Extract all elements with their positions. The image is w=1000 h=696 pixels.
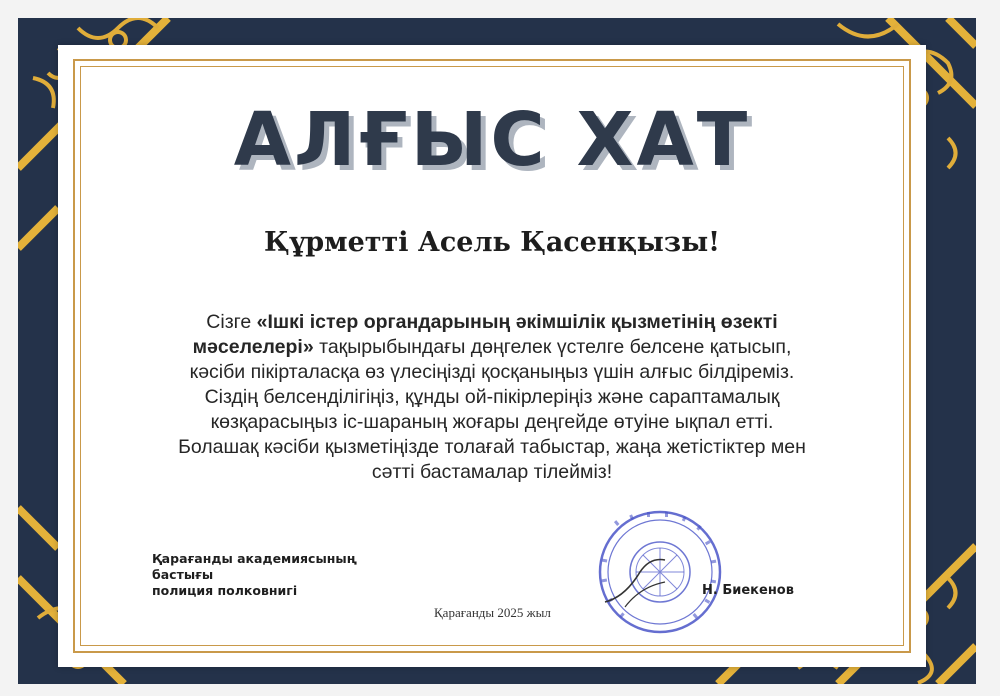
greeting: Құрметті Асель Қасенқызы!	[264, 227, 720, 258]
body-line-4: Сіздің белсенділігіңіз, құнды ой-пікірлеріңіз және сараптамалық	[204, 386, 780, 408]
body-line-7: сәтті бастамалар тілейміз!	[371, 461, 613, 483]
signatory-name: Н. Биекенов	[702, 583, 794, 598]
body-text	[138, 310, 846, 485]
body-line-5: көзқарасыңыз іс-шараның жоғары деңгейде өтуіне ықпал етті.	[210, 411, 774, 433]
place-date: Қарағанды 2025 жыл	[434, 605, 551, 620]
body-text-part: Сізге	[206, 311, 257, 333]
body-line-3: кәсіби пікірталасқа өз үлесіңізді қосқаныңыз үшін алғыс білдіреміз.	[189, 361, 795, 383]
body-line-2	[138, 335, 846, 360]
position-line-3: полиция полковнигі	[152, 583, 298, 598]
certificate-sheet	[58, 45, 926, 667]
body-line-6: Болашақ кәсіби қызметіңізде толағай табыстар, жаңа жетістіктер мен	[178, 436, 806, 458]
event-title-part-1: «Ішкі істер органдарының әкімшілік қызметінің өзекті	[256, 311, 778, 333]
body-text-part: тақырыбындағы дөңгелек үстелге белсене қатысып,	[313, 336, 792, 358]
event-title-part-2: мәселелері»	[192, 336, 314, 358]
body-line-1	[138, 310, 846, 335]
signatory-position	[152, 551, 357, 599]
position-line-2: бастығы	[152, 567, 214, 582]
position-line-1: Қарағанды академиясының	[152, 551, 357, 566]
certificate-title: АЛҒЫС ХАТ	[233, 97, 751, 183]
official-stamp-icon	[595, 507, 725, 637]
